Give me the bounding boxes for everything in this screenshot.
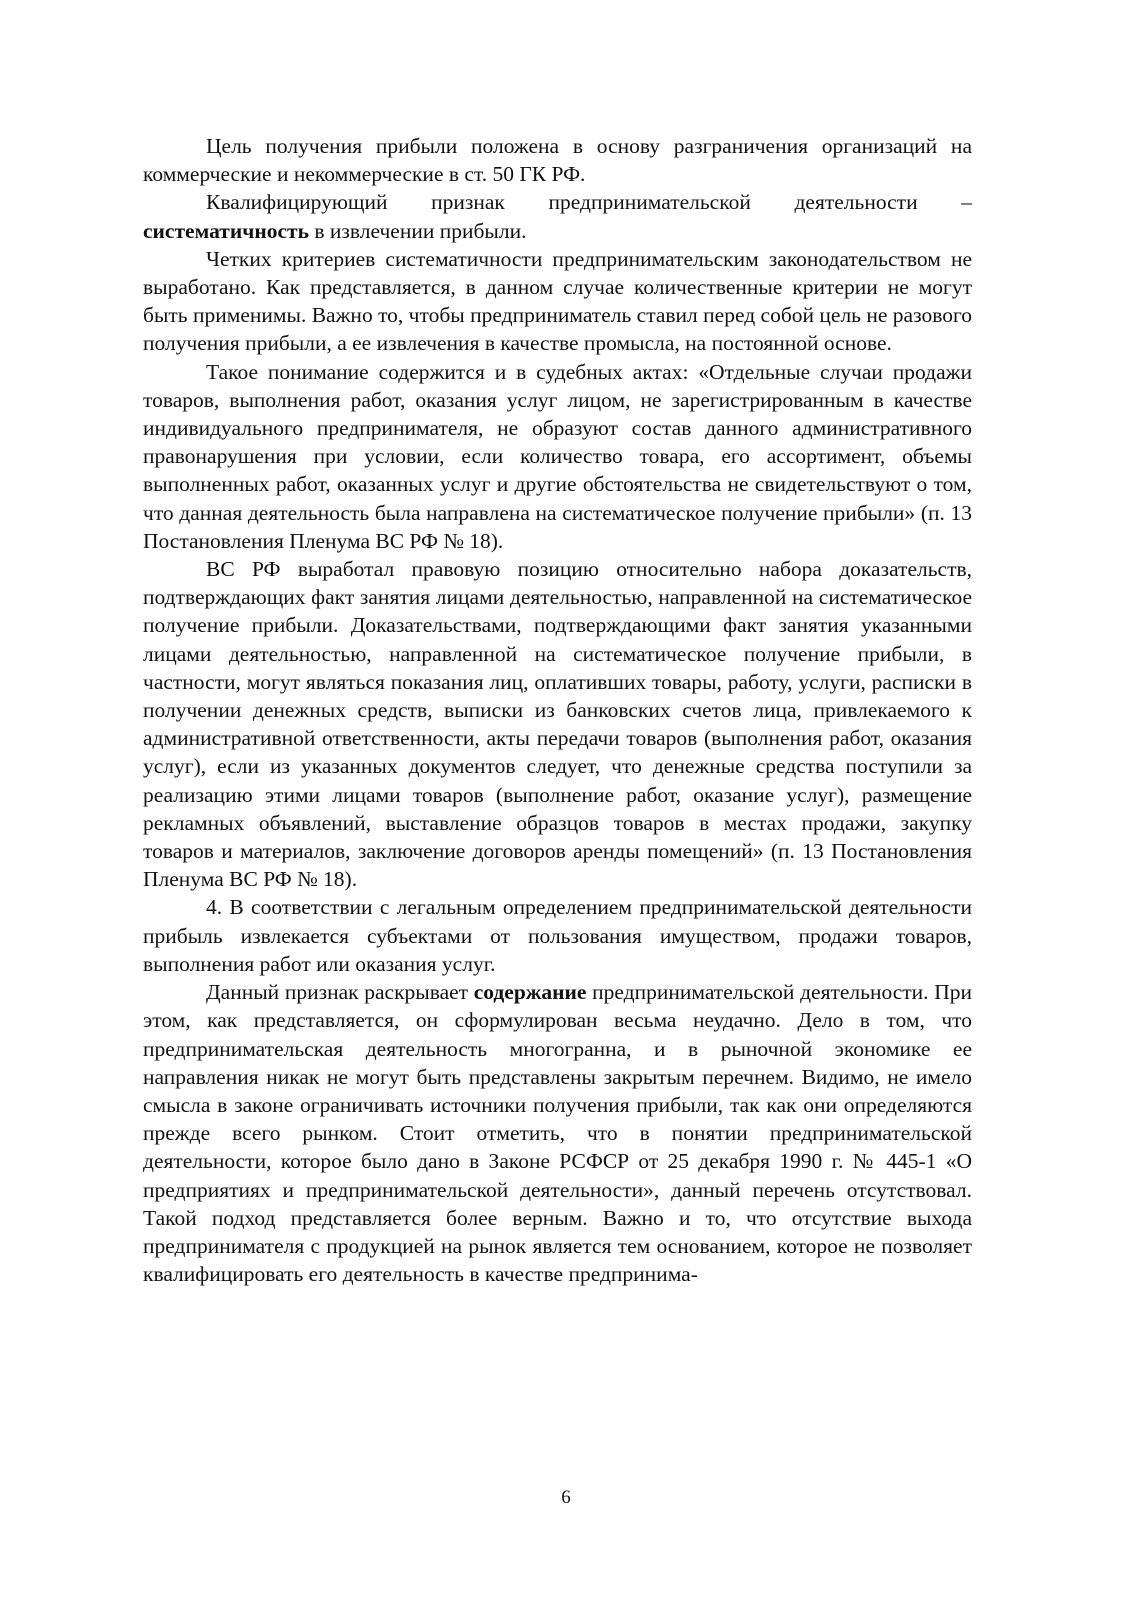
document-body [143,132,972,1288]
paragraph-7-text-end: предпринимательской деятельности. При этом, как представляется, он сформулирован весьма неудачно. Дело в том, что предпринимательская деятельность многогранна, и в рыночной экономике ее направления никак не могут быть представлены закрытым перечнем. Видимо, не имело смысла в законе ограничивать источники получения прибыли, так как они определяются прежде всего рынком. Стоит отметить, что в понятии предпринимательской деятельности, которое было дано в Законе РСФСР от 25 декабря 1990 г. № 445-1 «О предприятиях и предпринимательской деятельности», данный перечень отсутствовал. Такой подход представляется более верным. Важно и то, что отсутствие выхода предпринимателя с продукцией на рынок является тем основанием, которое не позволяет квалифицировать его деятельность в качестве предпринима- [143,980,972,1287]
paragraph-2-text-end: в извлечении прибыли. [308,218,527,243]
paragraph-7 [143,978,972,1288]
paragraph-2-bold-term: систематичность [143,218,309,243]
paragraph-1 [143,132,972,188]
paragraph-6 [143,893,972,978]
paragraph-1-text: Цель получения прибыли положена в основу разграничения организаций на коммерческие и некоммерческие в ст. 50 ГК РФ. [143,134,972,187]
page-number: 6 [561,1487,571,1508]
paragraph-3 [143,245,972,358]
paragraph-7-text-start: Данный признак раскрывает [206,980,474,1005]
paragraph-5-text: ВС РФ выработал правовую позицию относительно набора доказательств, подтверждающих факт занятия лицами деятельностью, направленной на систематическое получение прибыли. Доказательствами, подтверждающими факт занятия указанными лицами деятельностью, направленной на систематическое получение прибыли, в частности, могут являться показания лиц, оплативших товары, работу, услуги, расписки в получении денежных средств, выписки из банковских счетов лица, привлекаемого к административной ответственности, акты передачи товаров (выполнения работ, оказания услуг), если из указанных документов следует, что денежные средства поступили за реализацию этими лицами товаров (выполнение работ, оказание услуг), размещение рекламных объявлений, выставление образцов товаров в местах продажи, закупку товаров и материалов, заключение договоров аренды помещений» (п. 13 Постановления Пленума ВС РФ № 18). [143,557,972,892]
paragraph-7-bold-term: содержание [473,980,587,1005]
paragraph-5 [143,555,972,893]
paragraph-4 [143,358,972,555]
paragraph-2 [143,188,972,244]
paragraph-3-text: Четких критериев систематичности предпринимательским законодательством не выработано. Как представляется, в данном случае количественные критерии не могут быть применимы. Важно то, чтобы предприниматель ставил перед собой цель не разового получения прибыли, а ее извлечения в качестве промысла, на постоянной основе. [143,246,972,356]
paragraph-6-text: 4. В соответствии с легальным определением предпринимательской деятельности прибыль извлекается субъектами от пользования имуществом, продажи товаров, выполнения работ или оказания услуг. [143,895,972,976]
paragraph-4-text: Такое понимание содержится и в судебных актах: «Отдельные случаи продажи товаров, выполнения работ, оказания услуг лицом, не зарегистрированным в качестве индивидуального предпринимателя, не образуют состав данного административного правонарушения при условии, если количество товара, его ассортимент, объемы выполненных работ, оказанных услуг и другие обстоятельства не свидетельствуют о том, что данная деятельность была направлена на систематическое получение прибыли» (п. 13 Постановления Пленума ВС РФ № 18). [143,359,972,553]
paragraph-2-text-start: Квалифицирующий признак предпринимательской деятельности – [206,190,972,215]
